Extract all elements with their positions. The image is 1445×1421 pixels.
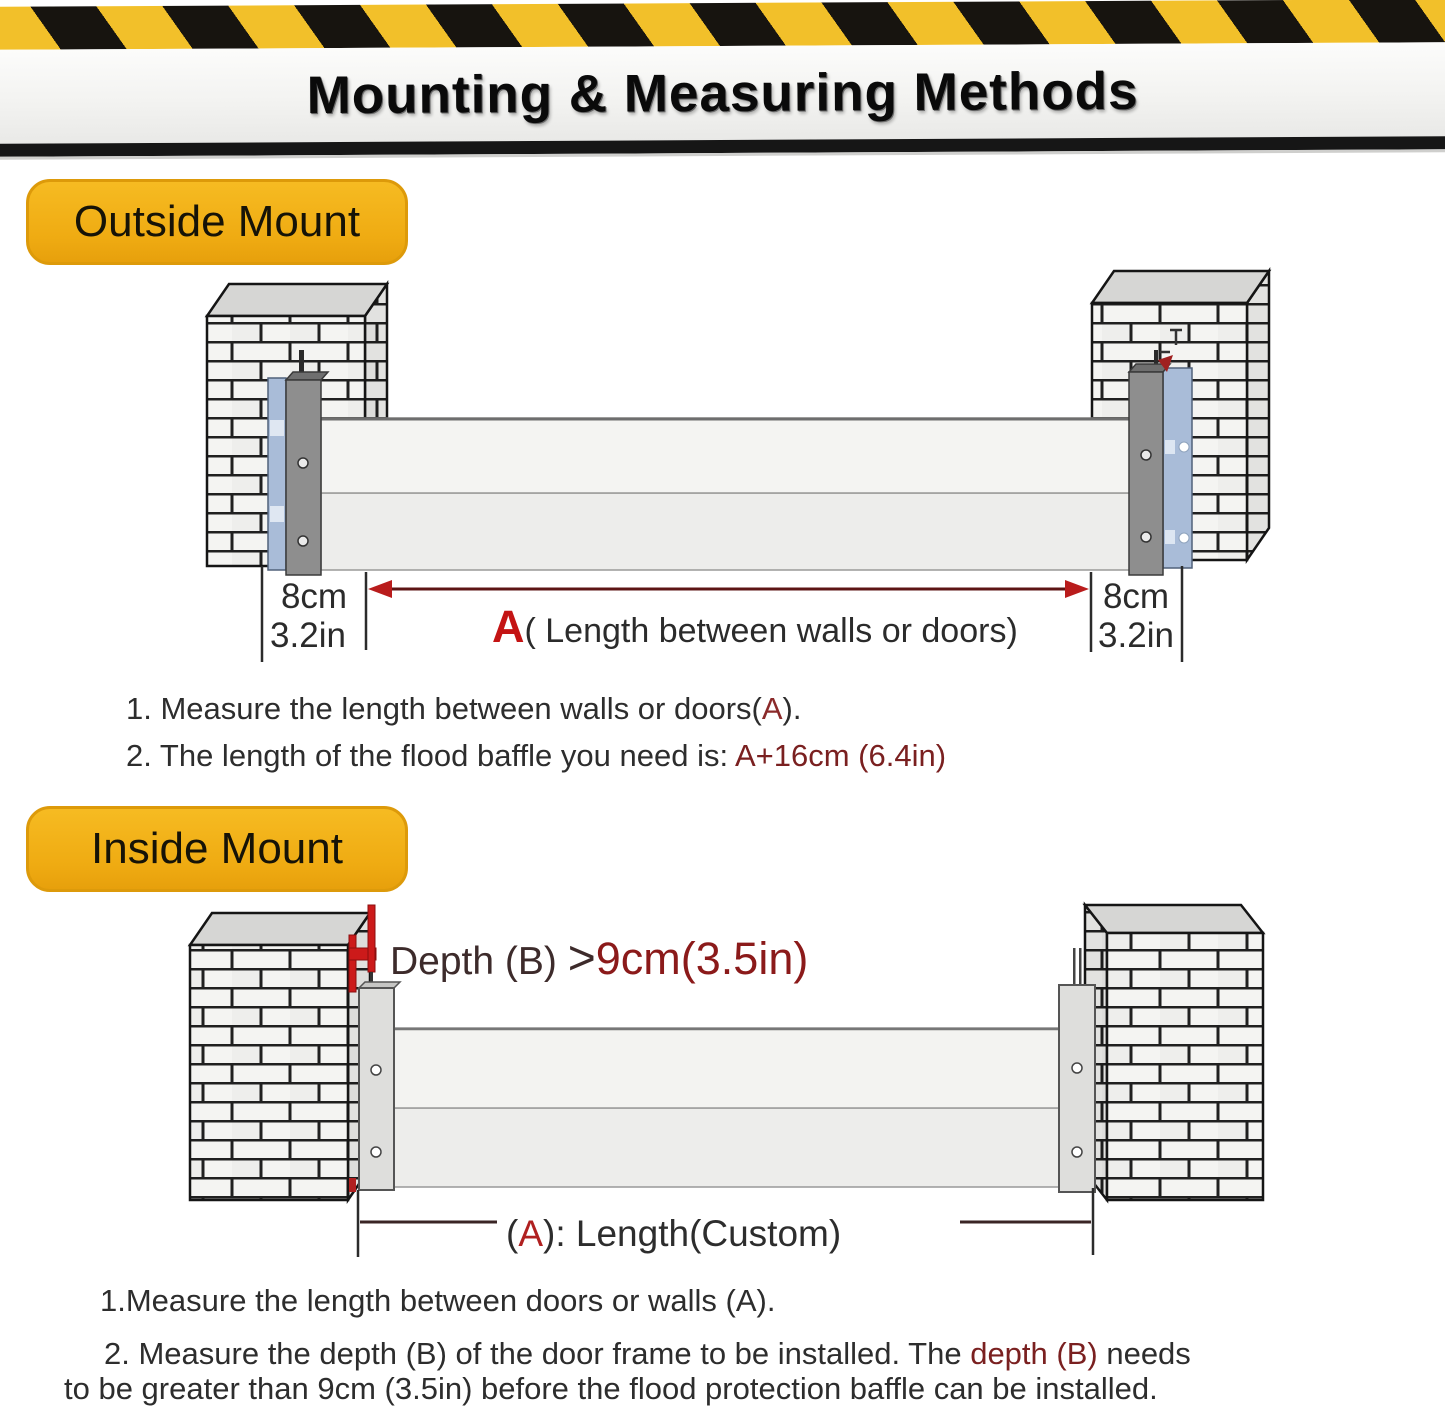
channel-bracket-right-inside xyxy=(1059,948,1095,1192)
inside-step-2: 2. Measure the depth (B) of the door frame to be installed. The depth (B) needs to be greater than 9cm (3.5in) before the flood protection baffle can be installed. xyxy=(64,1336,1191,1406)
outside-steps xyxy=(126,691,946,785)
dim-left-cm: 8cm xyxy=(280,577,348,616)
seal-strip-right xyxy=(1163,368,1192,568)
dim-right-in: 3.2in xyxy=(1098,616,1174,655)
seal-strip-left xyxy=(268,378,286,570)
inside-steps xyxy=(64,1283,1438,1406)
brick-pillar-right-inside xyxy=(1085,905,1263,1200)
flood-barrier-outside xyxy=(321,418,1130,570)
brick-pillar-left-inside xyxy=(190,913,370,1200)
dim-left-in: 3.2in xyxy=(270,616,346,655)
outside-mount-label-text: Outside Mount xyxy=(73,197,361,246)
length-label: (A): Length(Custom) xyxy=(506,1213,842,1254)
page-title: Mounting & Measuring Methods xyxy=(306,61,1139,125)
outside-step-1: 1. Measure the length between walls or doors(A). xyxy=(126,691,802,726)
title-band xyxy=(0,42,1445,144)
hazard-stripes xyxy=(0,0,1445,50)
outside-mount-label xyxy=(26,179,408,265)
flood-barrier-inside xyxy=(394,1028,1061,1187)
inside-mount-label xyxy=(26,806,408,892)
inside-mount-label-text: Inside Mount xyxy=(91,824,343,873)
depth-label: Depth (B) >9cm(3.5in) xyxy=(390,932,809,985)
inside-step-1: 1.Measure the length between doors or walls (A). xyxy=(100,1283,776,1318)
span-label: A( Length between walls or doors) xyxy=(492,601,1018,652)
inside-mount-diagram xyxy=(0,900,1445,1265)
outside-step-2: 2. The length of the flood baffle you need is: A+16cm (6.4in) xyxy=(126,738,947,773)
banner xyxy=(0,0,1445,164)
outside-mount-diagram xyxy=(0,265,1445,675)
channel-bracket-left-inside xyxy=(359,982,400,1190)
span-arrow xyxy=(368,580,1089,598)
mount-bracket-left-outside xyxy=(286,350,328,575)
dim-right-cm: 8cm xyxy=(1102,577,1170,616)
